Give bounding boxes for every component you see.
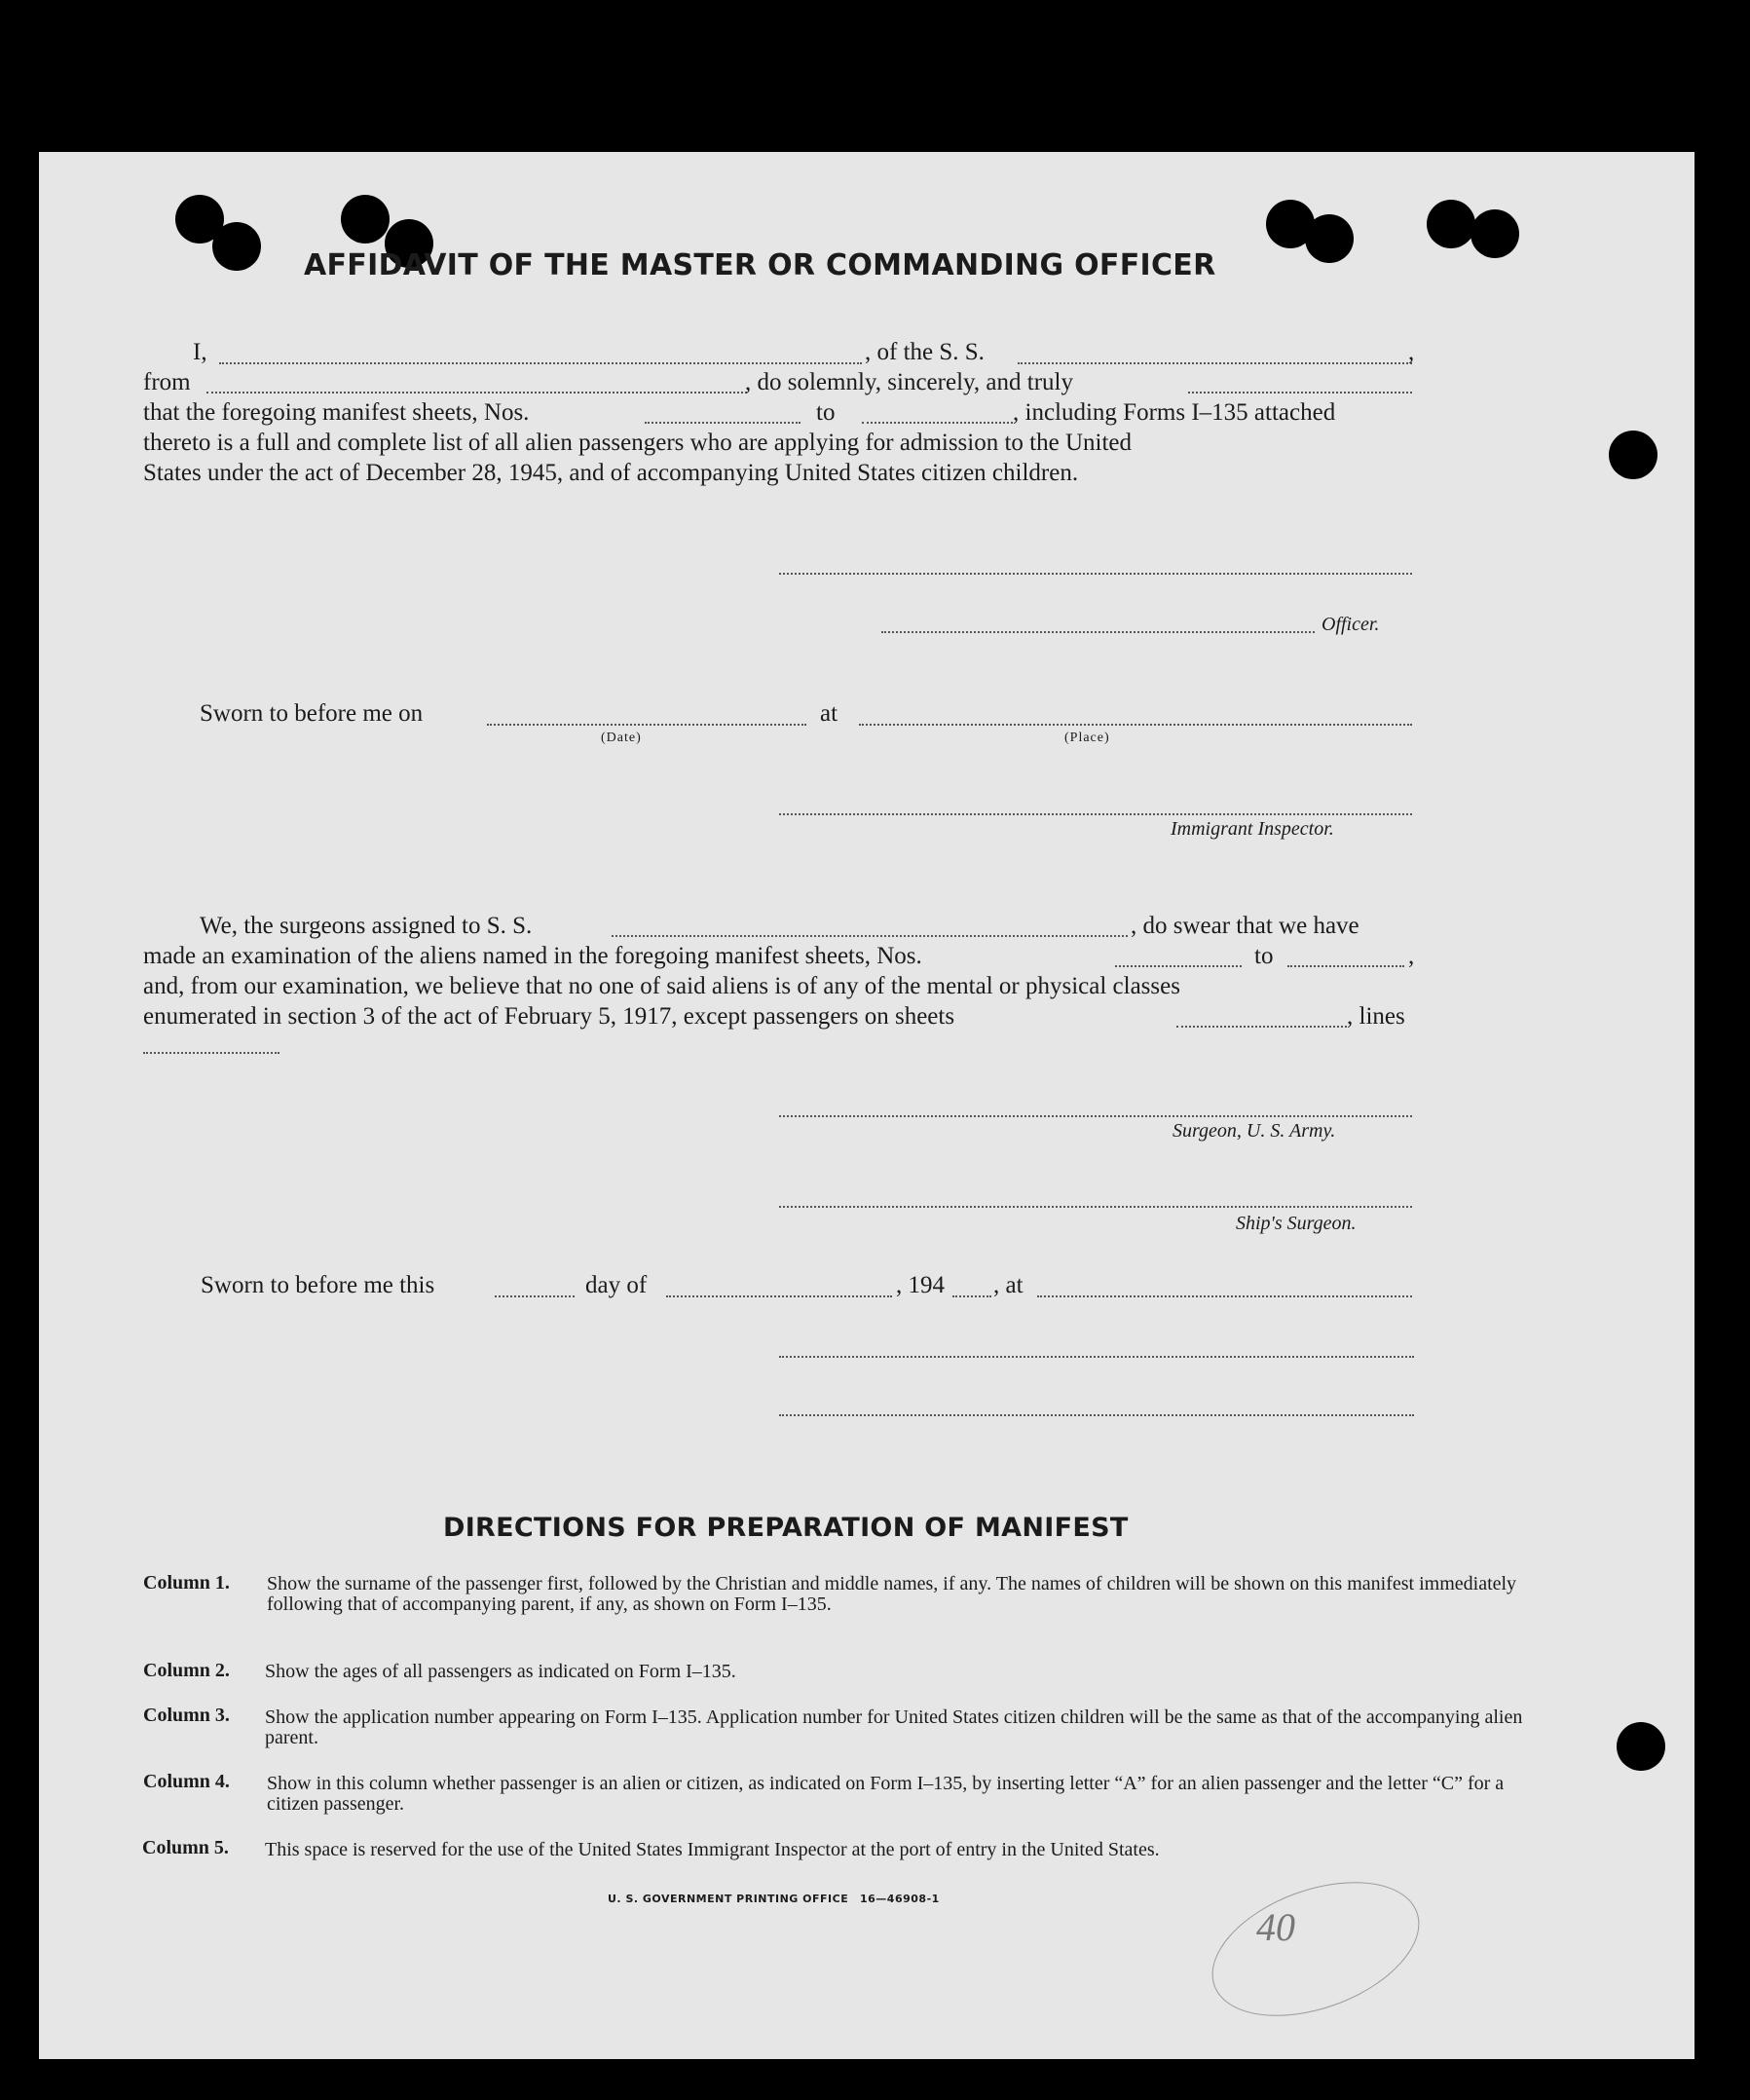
punch-hole: [1617, 1722, 1665, 1771]
column-1-label: Column 1.: [143, 1572, 230, 1594]
army-surgeon-signature-field[interactable]: [779, 1115, 1412, 1117]
surgeons-text: ,: [1408, 943, 1415, 969]
affidavit-text: ,: [1408, 339, 1415, 365]
surgeons-text: , lines: [1347, 1003, 1405, 1030]
surgeons-text: enumerated in section 3 of the act of February 5, 1917, except passengers on sheets: [143, 1003, 955, 1030]
affirmation-field[interactable]: [1188, 392, 1412, 394]
except-sheets-field[interactable]: [1176, 1026, 1347, 1028]
sworn-date-field[interactable]: [487, 724, 806, 726]
directions-title: DIRECTIONS FOR PREPARATION OF MANIFEST: [443, 1513, 1129, 1543]
column-4-label: Column 4.: [143, 1771, 230, 1792]
sworn2-text: Sworn to before me this: [201, 1272, 435, 1298]
affidavit-text: , including Forms I–135 attached: [1013, 399, 1336, 426]
sworn-text: Sworn to before me on: [200, 700, 424, 727]
affidavit-text: that the foregoing manifest sheets, Nos.: [143, 399, 530, 426]
affidavit-text: , do solemnly, sincerely, and truly: [745, 369, 1073, 395]
surgeons-text: and, from our examination, we believe that no one of said aliens is of any of the mental or physical classes: [143, 973, 1180, 999]
form-number: 16—46908-1: [860, 1893, 940, 1905]
master-name-field[interactable]: [219, 362, 862, 364]
column-5-label: Column 5.: [142, 1837, 229, 1858]
inspector-label: Immigrant Inspector.: [1171, 818, 1334, 840]
surgeons-ship-field[interactable]: [612, 935, 1128, 937]
ship-surgeon-label: Ship's Surgeon.: [1236, 1213, 1357, 1234]
sworn2-title-field[interactable]: [779, 1414, 1414, 1416]
column-2-label: Column 2.: [143, 1660, 230, 1681]
surgeons-text: made an examination of the aliens named in the foregoing manifest sheets, Nos.: [143, 943, 922, 969]
column-1-text: Show the surname of the passenger first, followed by the Christian and middle names, if any. The names of children will be shown on this manifest immediately following that of accompanying parent, if any, as shown on Form I–135.: [267, 1573, 1517, 1615]
sworn-text: at: [820, 700, 838, 727]
surgeons-text: , do swear that we have: [1131, 913, 1359, 939]
exam-sheets-from-field[interactable]: [1115, 965, 1242, 967]
ship-name-field[interactable]: [1018, 362, 1412, 364]
affidavit-text: , of the S. S.: [865, 339, 985, 365]
column-5-text: This space is reserved for the use of the United States Immigrant Inspector at the port of entry in the United States.: [265, 1839, 1160, 1860]
sworn-place-field[interactable]: [859, 724, 1412, 726]
date-caption: (Date): [601, 731, 642, 745]
affidavit-text: thereto is a full and complete list of all alien passengers who are applying for admission to the United: [143, 430, 1133, 456]
exam-sheets-to-field[interactable]: [1287, 965, 1404, 967]
column-4-text: Show in this column whether passenger is an alien or citizen, as indicated on Form I–135, by inserting letter “A” for an alien passenger and the letter “C” for a citizen passenger.: [267, 1773, 1505, 1815]
officer-signature-field[interactable]: [881, 631, 1315, 633]
punch-hole: [341, 195, 390, 244]
affidavit-text: from: [143, 369, 191, 395]
sworn2-place-field[interactable]: [1037, 1295, 1412, 1297]
surgeons-text: to: [1254, 943, 1274, 969]
punch-hole: [1609, 431, 1657, 479]
affidavit-title: AFFIDAVIT OF THE MASTER OR COMMANDING OFFICER: [304, 248, 1216, 282]
sheets-from-field[interactable]: [645, 422, 801, 424]
column-3-text: Show the application number appearing on Form I–135. Application number for United States citizen children will be the same as that of the accompanying alien parent.: [265, 1706, 1523, 1748]
surgeons-text: We, the surgeons assigned to S. S.: [200, 913, 533, 939]
sworn2-year-field[interactable]: [952, 1295, 991, 1297]
sworn2-day-field[interactable]: [495, 1295, 575, 1297]
punch-hole: [212, 222, 261, 271]
affidavit-text: States under the act of December 28, 1945, and of accompanying United States citizen children.: [143, 460, 1079, 486]
inspector-signature-field[interactable]: [779, 813, 1412, 815]
sworn2-text: , at: [993, 1272, 1024, 1298]
sheets-to-field[interactable]: [862, 422, 1013, 424]
column-2-text: Show the ages of all passengers as indicated on Form I–135.: [265, 1661, 736, 1682]
punch-hole: [1471, 209, 1519, 258]
lines-field[interactable]: [143, 1052, 279, 1054]
sworn2-text: day of: [585, 1272, 648, 1298]
from-port-field[interactable]: [206, 392, 747, 394]
column-3-label: Column 3.: [143, 1705, 230, 1726]
affidavit-text: I,: [193, 339, 207, 365]
handwritten-number: 40: [1256, 1905, 1295, 1949]
sworn2-signature-field[interactable]: [779, 1356, 1414, 1358]
ship-surgeon-signature-field[interactable]: [779, 1206, 1412, 1208]
officer-label: Officer.: [1322, 614, 1380, 635]
army-surgeon-label: Surgeon, U. S. Army.: [1173, 1120, 1336, 1142]
place-caption: (Place): [1064, 731, 1110, 745]
punch-hole: [1305, 214, 1354, 263]
printer-imprint: U. S. GOVERNMENT PRINTING OFFICE: [608, 1893, 849, 1905]
punch-hole: [1427, 200, 1475, 248]
sworn2-text: , 194: [896, 1272, 945, 1298]
signature-line[interactable]: [779, 573, 1412, 575]
affidavit-text: to: [816, 399, 836, 426]
sworn2-month-field[interactable]: [666, 1295, 892, 1297]
